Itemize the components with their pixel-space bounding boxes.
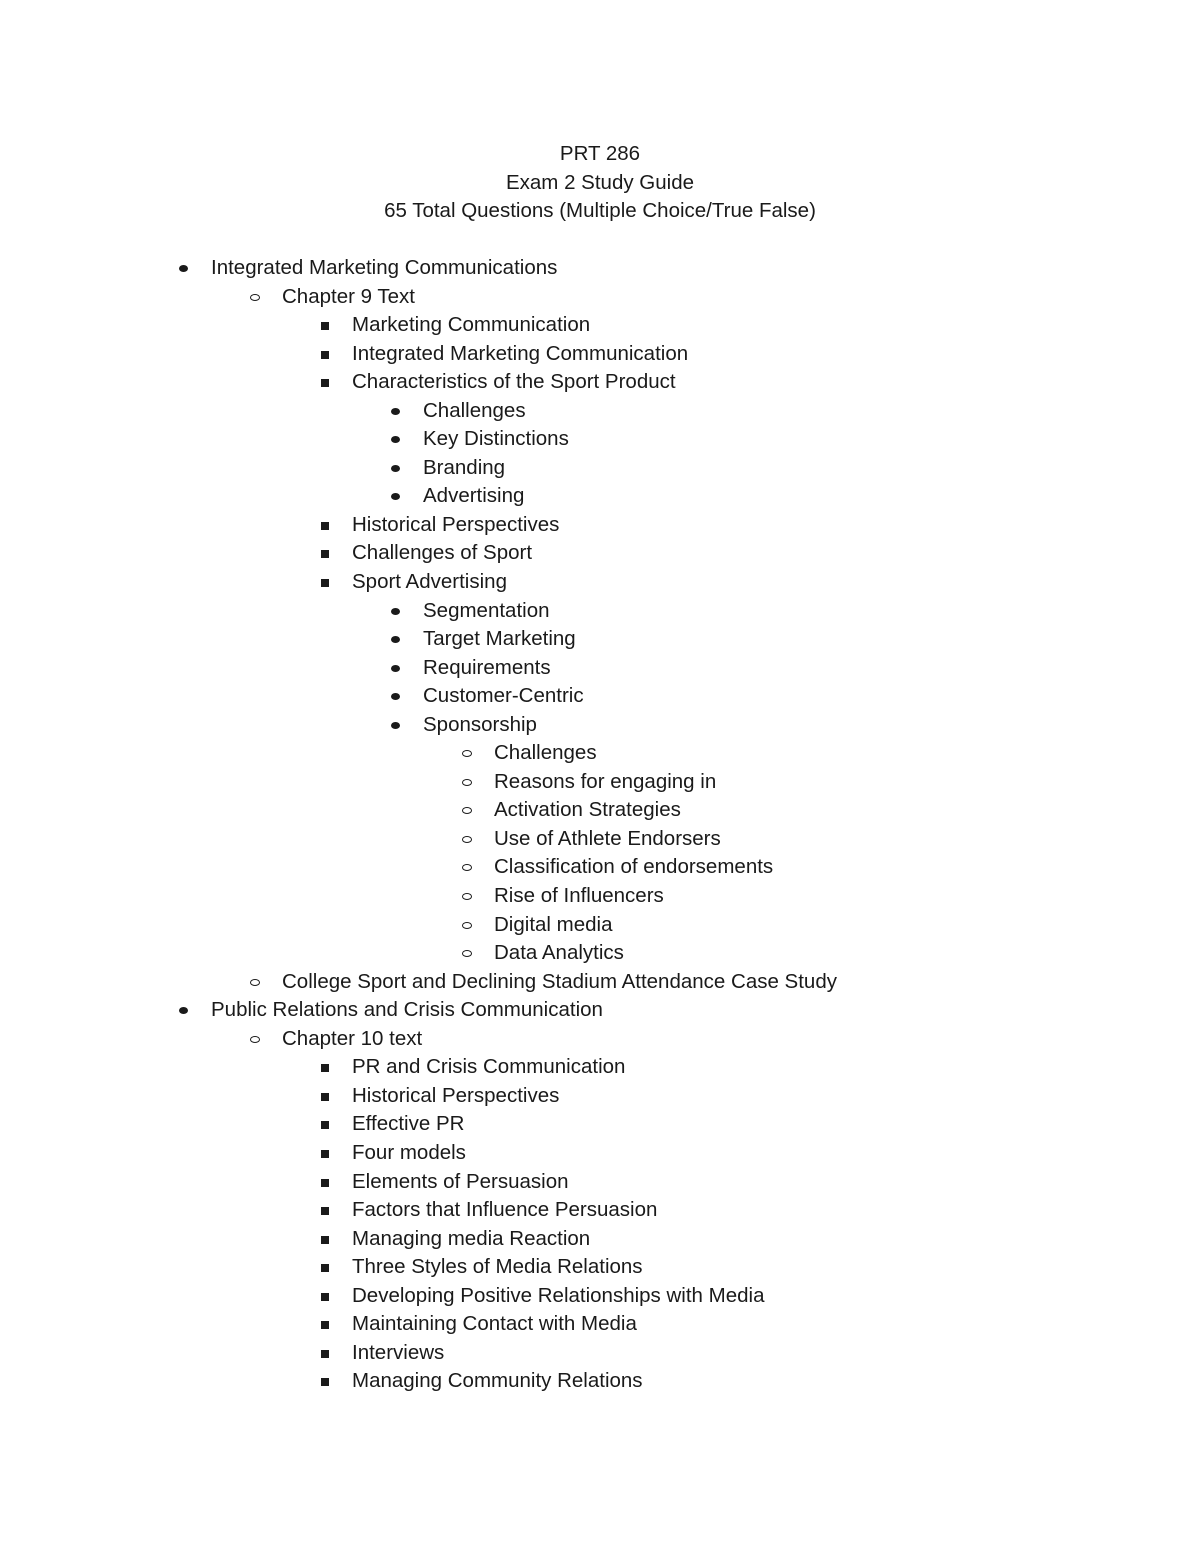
- bullet-disc-icon: [386, 454, 406, 483]
- document-subtitle: 65 Total Questions (Multiple Choice/True False): [384, 199, 816, 223]
- outline-item-text: Three Styles of Media Relations: [352, 1255, 643, 1279]
- outline-item-level-3: [0, 1053, 1200, 1082]
- bullet-square-icon: [315, 1367, 335, 1396]
- outline-item-text: Maintaining Contact with Media: [352, 1312, 637, 1336]
- outline-item-text: Marketing Communication: [352, 313, 591, 337]
- outline-item-text: Branding: [423, 455, 506, 479]
- outline-item-level-1: [0, 254, 1200, 283]
- bullet-circle-icon: [457, 768, 477, 797]
- bullet-circle-icon: [457, 796, 477, 825]
- outline-item-text: Chapter 10 text: [282, 1026, 423, 1050]
- outline-item-text: Four models: [352, 1140, 466, 1164]
- outline-item-level-4: [0, 654, 1200, 683]
- bullet-square-icon: [315, 1139, 335, 1168]
- outline-item-text: Activation Strategies: [494, 798, 681, 822]
- outline-item-text: Public Relations and Crisis Communication: [211, 998, 603, 1022]
- outline-item-level-3: [0, 311, 1200, 340]
- outline-item-text: Data Analytics: [494, 941, 624, 965]
- bullet-disc-icon: [386, 425, 406, 454]
- outline-item-text: Integrated Marketing Communication: [352, 341, 689, 365]
- document-header: [0, 140, 1200, 226]
- bullet-circle-icon: [245, 1025, 265, 1054]
- bullet-square-icon: [315, 1196, 335, 1225]
- outline-item-level-4: [0, 397, 1200, 426]
- outline-item-level-3: [0, 1253, 1200, 1282]
- outline-item-text: Elements of Persuasion: [352, 1169, 569, 1193]
- outline-item-text: Historical Perspectives: [352, 512, 560, 536]
- outline-item-text: Sponsorship: [423, 712, 537, 736]
- outline-item-level-4: [0, 425, 1200, 454]
- outline-item-level-3: [0, 511, 1200, 540]
- outline-item-level-5: [0, 882, 1200, 911]
- bullet-circle-icon: [457, 911, 477, 940]
- outline-item-level-3: [0, 1310, 1200, 1339]
- outline-item-level-3: [0, 539, 1200, 568]
- bullet-disc-icon: [386, 711, 406, 740]
- outline-item-level-2: [0, 1025, 1200, 1054]
- bullet-disc-icon: [386, 625, 406, 654]
- outline-item-text: Rise of Influencers: [494, 884, 664, 908]
- outline-item-level-3: [0, 568, 1200, 597]
- outline-item-text: Sport Advertising: [352, 570, 507, 594]
- outline-item-text: Requirements: [423, 655, 551, 679]
- bullet-circle-icon: [457, 739, 477, 768]
- outline-item-level-2: [0, 283, 1200, 312]
- outline-item-text: Integrated Marketing Communications: [211, 256, 558, 279]
- outline-item-level-4: [0, 482, 1200, 511]
- bullet-circle-icon: [457, 825, 477, 854]
- outline-item-text: Use of Athlete Endorsers: [494, 826, 721, 850]
- bullet-square-icon: [315, 1253, 335, 1282]
- outline-item-text: Characteristics of the Sport Product: [352, 370, 676, 394]
- outline-item-level-5: [0, 911, 1200, 940]
- outline-item-text: Challenges of Sport: [352, 541, 533, 565]
- outline-item-text: Chapter 9 Text: [282, 284, 415, 308]
- outline-item-level-3: [0, 1110, 1200, 1139]
- outline-item-level-5: [0, 939, 1200, 968]
- outline-item-level-5: [0, 796, 1200, 825]
- outline-item-text: Managing media Reaction: [352, 1226, 591, 1250]
- outline-item-text: Target Marketing: [423, 627, 576, 651]
- outline-item-level-5: [0, 853, 1200, 882]
- bullet-square-icon: [315, 1082, 335, 1111]
- outline-item-level-3: [0, 1367, 1200, 1396]
- outline-item-text: Customer-Centric: [423, 684, 584, 708]
- outline-item-level-4: [0, 454, 1200, 483]
- outline-item-level-4: [0, 597, 1200, 626]
- bullet-square-icon: [315, 568, 335, 597]
- outline-item-text: Advertising: [423, 484, 525, 508]
- course-code: PRT 286: [559, 142, 641, 165]
- bullet-disc-icon: [174, 254, 194, 283]
- outline-item-level-3: [0, 1282, 1200, 1311]
- bullet-disc-icon: [386, 482, 406, 511]
- outline-item-text: Factors that Influence Persuasion: [352, 1198, 658, 1222]
- bullet-square-icon: [315, 340, 335, 369]
- bullet-circle-icon: [245, 283, 265, 312]
- outline-item-level-3: [0, 1196, 1200, 1225]
- outline-item-level-3: [0, 340, 1200, 369]
- bullet-square-icon: [315, 1053, 335, 1082]
- outline-item-text: Reasons for engaging in: [494, 769, 717, 793]
- bullet-square-icon: [315, 1225, 335, 1254]
- outline-item-text: Interviews: [352, 1340, 445, 1364]
- bullet-square-icon: [315, 1310, 335, 1339]
- outline-item-level-3: [0, 1225, 1200, 1254]
- outline-item-text: College Sport and Declining Stadium Attendance Case Study: [282, 969, 837, 993]
- bullet-square-icon: [315, 539, 335, 568]
- outline-item-text: Digital media: [494, 912, 613, 936]
- outline-item-text: Challenges: [494, 741, 597, 765]
- outline-item-text: Challenges: [423, 398, 526, 422]
- outline-item-text: Managing Community Relations: [352, 1369, 643, 1393]
- outline-item-level-3: [0, 368, 1200, 397]
- outline-item-level-2: [0, 968, 1200, 997]
- bullet-square-icon: [315, 511, 335, 540]
- bullet-disc-icon: [386, 397, 406, 426]
- outline-item-level-3: [0, 1139, 1200, 1168]
- outline-item-text: Historical Perspectives: [352, 1083, 560, 1107]
- bullet-circle-icon: [457, 882, 477, 911]
- outline-item-level-3: [0, 1339, 1200, 1368]
- outline-item-level-4: [0, 682, 1200, 711]
- outline-item-level-5: [0, 739, 1200, 768]
- bullet-square-icon: [315, 368, 335, 397]
- outline-item-text: Classification of endorsements: [494, 855, 774, 879]
- document-title: Exam 2 Study Guide: [505, 170, 694, 194]
- bullet-square-icon: [315, 1110, 335, 1139]
- outline-item-level-5: [0, 825, 1200, 854]
- bullet-circle-icon: [457, 939, 477, 968]
- bullet-disc-icon: [174, 996, 194, 1025]
- bullet-square-icon: [315, 1168, 335, 1197]
- outline-item-text: Key Distinctions: [423, 427, 569, 451]
- outline-item-text: Developing Positive Relationships with Media: [352, 1283, 765, 1307]
- outline-item-text: Effective PR: [352, 1112, 465, 1136]
- bullet-square-icon: [315, 1282, 335, 1311]
- study-guide-outline: [0, 254, 1200, 1396]
- bullet-disc-icon: [386, 597, 406, 626]
- bullet-disc-icon: [386, 682, 406, 711]
- outline-item-level-4: [0, 711, 1200, 740]
- bullet-square-icon: [315, 1339, 335, 1368]
- outline-item-level-3: [0, 1168, 1200, 1197]
- outline-item-level-3: [0, 1082, 1200, 1111]
- outline-item-text: Segmentation: [423, 598, 550, 622]
- outline-item-level-4: [0, 625, 1200, 654]
- outline-item-text: PR and Crisis Communication: [352, 1055, 626, 1079]
- outline-item-level-1: [0, 996, 1200, 1025]
- bullet-circle-icon: [457, 853, 477, 882]
- bullet-square-icon: [315, 311, 335, 340]
- outline-item-level-5: [0, 768, 1200, 797]
- bullet-circle-icon: [245, 968, 265, 997]
- bullet-disc-icon: [386, 654, 406, 683]
